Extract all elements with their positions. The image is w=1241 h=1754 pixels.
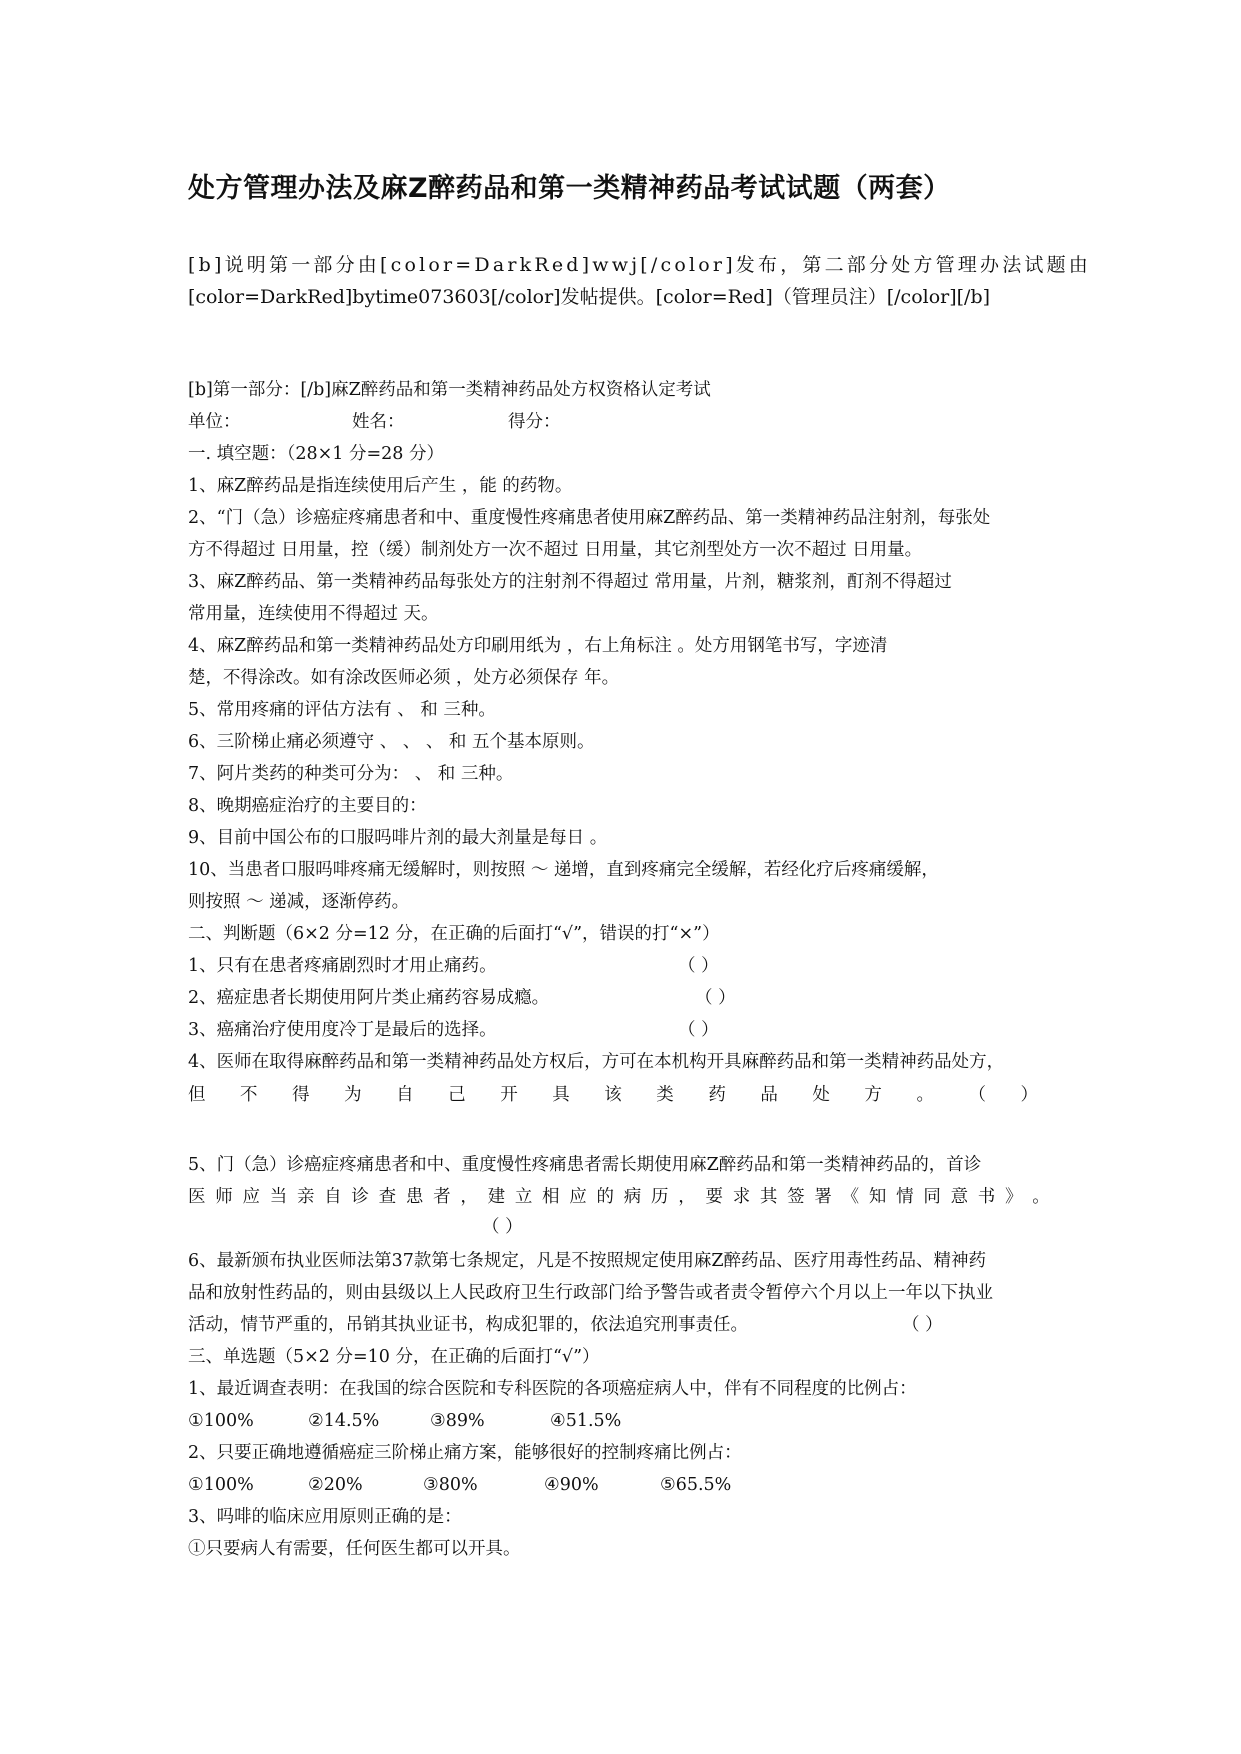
part1-heading: [b]第一部分：[/b]麻Z醉药品和第一类精神药品处方权资格认定考试 [188, 380, 711, 400]
char: 查 [378, 1187, 397, 1207]
char: 要 [705, 1187, 723, 1207]
char: 开 [500, 1085, 518, 1105]
char: 同 [923, 1187, 941, 1207]
s3-option-1: ①只要病人有需要，任何医生都可以开具。 [188, 1539, 521, 1559]
s1-option-4: ④51.5% [550, 1411, 622, 1431]
question-6: 6、三阶梯止痛必须遵守 、 、 、 和 五个基本原则。 [188, 732, 595, 752]
char: 不 [240, 1085, 258, 1105]
char: 情 [896, 1187, 914, 1207]
section-1-title: 一. 填空题：（28×1 分=28 分） [188, 444, 444, 464]
char: 立 [514, 1187, 533, 1207]
char: 知 [868, 1187, 887, 1207]
char: 病 [623, 1187, 642, 1207]
char: 自 [324, 1187, 342, 1207]
char: 》 [1005, 1187, 1023, 1207]
char: 的 [596, 1187, 615, 1207]
judge-6-line-3: 活动，情节严重的，吊销其执业证书，构成犯罪的，依法追究刑事责任。 [188, 1315, 748, 1335]
judge-3-answer: （ ） [678, 1020, 719, 1040]
question-2-line-1: 2、“门（急）诊癌症疼痛患者和中、重度慢性疼痛患者使用麻Z醉药品、第一类精神药品注射剂，每张处 [188, 508, 991, 528]
page-title: 处方管理办法及麻Z醉药品和第一类精神药品考试试题（两套） [188, 173, 951, 204]
s1-option-1: ①100% [188, 1411, 254, 1431]
char: 。 [1032, 1187, 1050, 1207]
question-2-line-2: 方不得超过 日用量，控（缓）制剂处方一次不超过 日用量，其它剂型处方一次不超过 日用量。 [188, 540, 923, 560]
char: 己 [448, 1085, 466, 1105]
char: 处 [812, 1085, 830, 1105]
char: 求 [732, 1187, 751, 1207]
char: 患 [405, 1187, 424, 1207]
char: 相 [542, 1187, 560, 1207]
judge-4-line-1: 4、医师在取得麻醉药品和第一类精神药品处方权后，方可在本机构开具麻醉药品和第一类精神药品处方， [188, 1052, 1005, 1072]
intro-line-1: [b]说明第一部分由[color=DarkRed]wwj[/color]发布，第二部分处方管理办法试题由 [188, 254, 1092, 276]
single-choice-3: 3、吗啡的临床应用原则正确的是： [188, 1507, 462, 1527]
judge-2-answer: （ ） [695, 988, 736, 1008]
judge-5-line-2 [188, 1189, 1050, 1207]
question-3-line-1: 3、麻Z醉药品、第一类精神药品每张处方的注射剂不得超过 常用量，片剂，糖浆剂，酊剂不得超过 [188, 572, 952, 592]
char: 该 [604, 1085, 622, 1105]
char: 师 [215, 1187, 233, 1207]
char: 自 [396, 1085, 414, 1105]
question-1: 1、麻Z醉药品是指连续使用后产生 ，能 的药物。 [188, 476, 573, 496]
char: 亲 [296, 1187, 315, 1207]
s1-option-2: ②14.5% [308, 1411, 380, 1431]
judge-5-answer: （ ） [482, 1217, 523, 1237]
question-4-line-1: 4、麻Z醉药品和第一类精神药品处方印刷用纸为 ，右上角标注 。处方用钢笔书写，字迹清 [188, 636, 888, 656]
s2-option-4: ④90% [544, 1475, 599, 1495]
judge-6-line-2: 品和放射性药品的，则由县级以上人民政府卫生行政部门给予警告或者责令暂停六个月以上一年以下执业 [188, 1283, 993, 1303]
judge-2: 2、癌症患者长期使用阿片类止痛药容易成瘾。 [188, 988, 550, 1008]
judge-6-answer: （ ） [902, 1315, 943, 1335]
char: 方 [864, 1085, 882, 1105]
char: 历 [650, 1187, 669, 1207]
judge-6-line-1: 6、最新颁布执业医师法第37款第七条规定，凡是不按照规定使用麻Z醉药品、医疗用毒性药品、精神药 [188, 1251, 987, 1271]
question-3-line-2: 常用量，连续使用不得超过 天。 [188, 604, 439, 624]
question-10-line-1: 10、当患者口服吗啡疼痛无缓解时，则按照 ～ 递增，直到疼痛完全缓解，若经化疗后疼痛缓解， [188, 860, 939, 880]
intro-line-2: [color=DarkRed]bytime073603[/color]发帖提供。[color=Red]（管理员注）[/color][/b] [188, 286, 991, 308]
s2-option-1: ①100% [188, 1475, 254, 1495]
score-label: 得分： [508, 412, 561, 432]
section-2-title: 二、判断题（6×2 分=12 分，在正确的后面打“√”，错误的打“×”） [188, 924, 720, 944]
judge-4-line-2 [188, 1087, 1038, 1105]
char: 当 [269, 1187, 288, 1207]
char: 医 [188, 1187, 206, 1207]
char: 诊 [351, 1187, 369, 1207]
single-choice-1: 1、最近调查表明：在我国的综合医院和专科医院的各项癌症病人中，伴有不同程度的比例占： [188, 1379, 917, 1399]
s2-option-2: ②20% [308, 1475, 363, 1495]
char: 署 [814, 1187, 832, 1207]
single-choice-2: 2、只要正确地遵循癌症三阶梯止痛方案，能够很好的控制疼痛比例占： [188, 1443, 742, 1463]
char: 建 [487, 1187, 506, 1207]
char: 签 [787, 1187, 805, 1207]
char: 者 [433, 1187, 451, 1207]
char: 书 [977, 1187, 996, 1207]
s2-option-5: ⑤65.5% [660, 1475, 732, 1495]
char: （ [968, 1085, 986, 1105]
char: 具 [552, 1085, 570, 1105]
char: ， [678, 1187, 696, 1207]
char: 类 [656, 1085, 674, 1105]
question-8: 8、晚期癌症治疗的主要目的： [188, 796, 427, 816]
s2-option-3: ③80% [423, 1475, 478, 1495]
question-4-line-2: 楚，不得涂改。如有涂改医师必须 ，处方必须保存 年。 [188, 668, 620, 688]
char: 。 [916, 1085, 934, 1105]
char: 意 [950, 1187, 969, 1207]
judge-1-answer: （ ） [678, 956, 719, 976]
char: 品 [760, 1085, 778, 1105]
char: 《 [841, 1187, 860, 1207]
char: 为 [344, 1085, 362, 1105]
s1-option-3: ③89% [430, 1411, 485, 1431]
char: 药 [708, 1085, 726, 1105]
section-3-title: 三、单选题（5×2 分=10 分，在正确的后面打“√”） [188, 1347, 600, 1367]
question-5: 5、常用疼痛的评估方法有 、 和 三种。 [188, 700, 496, 720]
name-label: 姓名： [352, 412, 405, 432]
question-9: 9、目前中国公布的口服吗啡片剂的最大剂量是每日 。 [188, 828, 608, 848]
question-10-line-2: 则按照 ～ 递减，逐渐停药。 [188, 892, 410, 912]
char: 但 [188, 1085, 206, 1105]
question-7: 7、阿片类药的种类可分为： 、 和 三种。 [188, 764, 514, 784]
char: ， [460, 1187, 478, 1207]
char: 应 [569, 1187, 587, 1207]
char: 得 [292, 1085, 310, 1105]
judge-3: 3、癌痛治疗使用度冷丁是最后的选择。 [188, 1020, 497, 1040]
judge-5-line-1: 5、门（急）诊癌症疼痛患者和中、重度慢性疼痛患者需长期使用麻Z醉药品和第一类精神药品的，首诊 [188, 1155, 982, 1175]
char: ） [1020, 1085, 1038, 1105]
char: 其 [759, 1187, 778, 1207]
char: 应 [242, 1187, 260, 1207]
judge-1: 1、只有在患者疼痛剧烈时才用止痛药。 [188, 956, 497, 976]
unit-label: 单位： [188, 412, 241, 432]
